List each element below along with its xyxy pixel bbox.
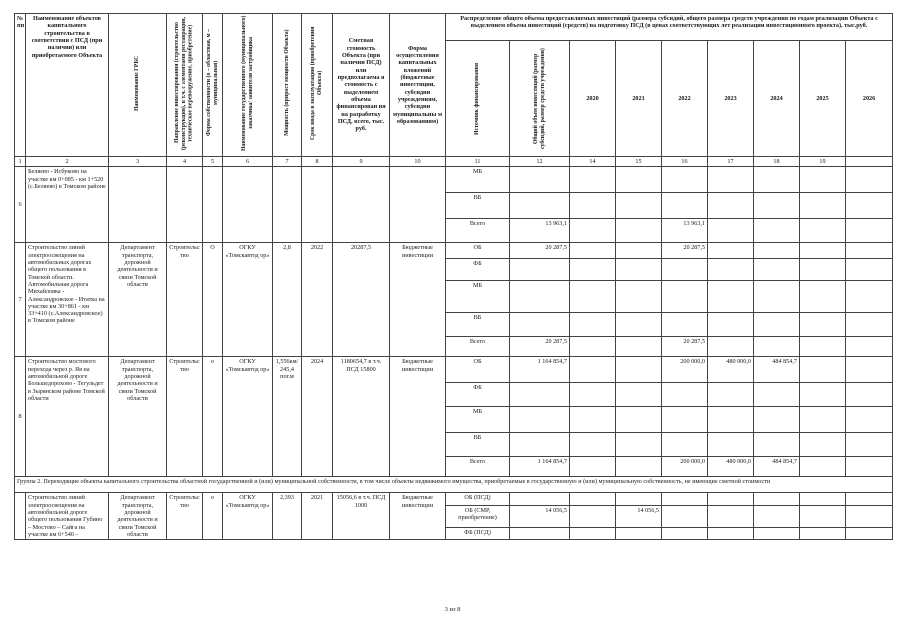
col-number: 10 [390, 157, 446, 167]
funding-source: МБ [446, 407, 510, 433]
header-total: Общий объем инвестиций (размер субсидий, размер средств учреждения) [510, 41, 570, 157]
year-value-2023 [708, 193, 754, 219]
year-value-2023 [708, 259, 754, 281]
object-name: Строительство линий электроосвещения на автомобильных дорогах общего пользования в Томской области. Автомобильная дорога Михайловка - Александровское - Итатка на участке км 30+861 - км 33+410 (с.Александровское) в Томском районе [26, 243, 109, 357]
total-value [510, 407, 570, 433]
year-value-2023 [708, 505, 754, 527]
header-capacity: Мощность (прирост мощности Объекта) [273, 14, 302, 157]
object-ownership [203, 167, 223, 243]
year-value-2021 [616, 281, 662, 313]
year-value-2022: 200 000,0 [662, 457, 708, 477]
col-number: 11 [446, 157, 510, 167]
col-number: 8 [302, 157, 333, 167]
funding-source: ОБ (СМР, приобретение) [446, 505, 510, 527]
object-grbs: Департамент транспорта, дорожной деятельности и связи Томской области [109, 243, 167, 357]
total-value: 13 963,1 [510, 219, 570, 243]
year-value-2024 [754, 337, 800, 357]
object-name: Беляево - Исбуково на участке км 0+085 - км 1+520 (с.Беляево) в Томском районе [26, 167, 109, 243]
table-row [15, 167, 893, 193]
year-value-2024 [754, 281, 800, 313]
total-value [510, 167, 570, 193]
year-value-2025 [800, 505, 846, 527]
col-number: 1 [15, 157, 26, 167]
year-value-2025 [800, 281, 846, 313]
year-value-2024 [754, 243, 800, 259]
object-direction: Строительс тво [167, 357, 203, 477]
year-value-2026 [846, 337, 893, 357]
total-value: 1 164 854,7 [510, 457, 570, 477]
year-value-2020 [570, 457, 616, 477]
col-number: 9 [333, 157, 390, 167]
object-customer: ОГКУ «Томскавтод ор» [223, 243, 273, 357]
group-title: Группа 2. Переходящие объекты капитального строительства областной государственной и (или) муниципальной собственности, в том числе объекты недвижимого имущества, приобретаемые в государственную и (или) муниципальную собственность, не имеющие сметной стоимости [15, 477, 893, 493]
year-value-2023 [708, 407, 754, 433]
year-value-2026 [846, 313, 893, 337]
year-value-2024 [754, 313, 800, 337]
col-number: 4 [167, 157, 203, 167]
column-number-row [15, 157, 893, 167]
year-value-2025 [800, 337, 846, 357]
header-year-2023: 2023 [708, 41, 754, 157]
year-value-2020 [570, 259, 616, 281]
funding-source: Всего [446, 219, 510, 243]
header-year-2026: 2026 [846, 41, 893, 157]
col-number: 5 [203, 157, 223, 167]
object-direction: Строительс тво [167, 243, 203, 357]
col-number [846, 157, 893, 167]
object-customer: ОГКУ «Томскавтод ор» [223, 357, 273, 477]
col-number: 12 [510, 157, 570, 167]
total-value [510, 259, 570, 281]
year-value-2024 [754, 527, 800, 540]
year-value-2022 [662, 259, 708, 281]
year-value-2026 [846, 527, 893, 540]
year-value-2025 [800, 193, 846, 219]
object-number [15, 493, 26, 540]
object-ownership: О [203, 243, 223, 357]
object-name: Строительство линий электроосвещения на автомобильной дороге общего пользования Губино – Мостово – Сайга на участке км 6+540 – [26, 493, 109, 540]
group-row [15, 477, 893, 493]
year-value-2021 [616, 527, 662, 540]
object-form [390, 167, 446, 243]
year-value-2026 [846, 505, 893, 527]
object-number: 8 [15, 357, 26, 477]
header-form: Форма осуществления капитальных вложений (бюджетные инвестиции, субсидии учреждениям, субсидии муниципальны м образованиям) [390, 14, 446, 157]
year-value-2020 [570, 337, 616, 357]
col-number: 6 [223, 157, 273, 167]
year-value-2025 [800, 457, 846, 477]
funding-source: Всего [446, 337, 510, 357]
year-value-2023: 480 000,0 [708, 457, 754, 477]
year-value-2025 [800, 493, 846, 506]
year-value-2023 [708, 337, 754, 357]
year-value-2024 [754, 407, 800, 433]
header-direction: Направление инвестирования (строительство (реконструкция), в т.ч. с элементами реставрации, техническое перевооружение, приобретение) [167, 14, 203, 157]
year-value-2020 [570, 407, 616, 433]
page-number: 3 из 8 [444, 606, 461, 613]
object-form: Бюджетные инвестиции [390, 243, 446, 357]
year-value-2020 [570, 193, 616, 219]
year-value-2026 [846, 493, 893, 506]
header-ownership: Форма собственности (о – областная, м – муниципальная) [203, 14, 223, 157]
year-value-2023 [708, 527, 754, 540]
object-grbs [109, 167, 167, 243]
object-capacity: 2,393 [273, 493, 302, 540]
object-name: Строительство мостового перехода через р. Яя на автомобильной дороге Большедорохово - Тегульдет в Зырянском районе Томской области [26, 357, 109, 477]
total-value [510, 193, 570, 219]
year-value-2020 [570, 167, 616, 193]
year-value-2025 [800, 383, 846, 407]
object-form: Бюджетные инвестиции [390, 357, 446, 477]
header-year-2025: 2025 [800, 41, 846, 157]
year-value-2026 [846, 407, 893, 433]
year-value-2024 [754, 259, 800, 281]
year-value-2023 [708, 281, 754, 313]
year-value-2026 [846, 357, 893, 383]
total-value [510, 493, 570, 506]
year-value-2022: 200 000,0 [662, 357, 708, 383]
funding-source: МБ [446, 167, 510, 193]
year-value-2023 [708, 493, 754, 506]
year-value-2025 [800, 433, 846, 457]
total-value [510, 433, 570, 457]
year-value-2026 [846, 219, 893, 243]
col-number: 2 [26, 157, 109, 167]
col-number: 17 [708, 157, 754, 167]
object-customer [223, 167, 273, 243]
year-value-2022 [662, 281, 708, 313]
total-value: 20 287,5 [510, 337, 570, 357]
year-value-2025 [800, 313, 846, 337]
funding-source: ОБ [446, 357, 510, 383]
header-source: Источник финансирования [446, 41, 510, 157]
year-value-2021 [616, 383, 662, 407]
year-value-2021 [616, 313, 662, 337]
funding-source: ВБ [446, 313, 510, 337]
table-row [15, 493, 893, 506]
col-number: 15 [616, 157, 662, 167]
document-page [14, 13, 892, 573]
object-cost: 1180654,7 в т.ч. ПСД 15800 [333, 357, 390, 477]
year-value-2022 [662, 433, 708, 457]
year-value-2026 [846, 259, 893, 281]
year-value-2024: 484 854,7 [754, 357, 800, 383]
year-value-2020 [570, 505, 616, 527]
year-value-2021 [616, 167, 662, 193]
object-cost: 15056,6 в т.ч. ПСД 1000 [333, 493, 390, 540]
total-value: 14 056,5 [510, 505, 570, 527]
total-value: 1 164 854,7 [510, 357, 570, 383]
year-value-2026 [846, 457, 893, 477]
year-value-2020 [570, 527, 616, 540]
year-value-2021 [616, 219, 662, 243]
total-value [510, 527, 570, 540]
object-ownership: о [203, 493, 223, 540]
year-value-2020 [570, 243, 616, 259]
total-value [510, 313, 570, 337]
table-body [15, 157, 893, 540]
header-term: Срок ввода в эксплуатацию (приобретения Объекта) [302, 14, 333, 157]
year-value-2025 [800, 407, 846, 433]
year-value-2022 [662, 493, 708, 506]
object-number: 6 [15, 167, 26, 243]
year-value-2024 [754, 493, 800, 506]
year-value-2024 [754, 193, 800, 219]
funding-source: ФБ [446, 383, 510, 407]
year-value-2023 [708, 243, 754, 259]
year-value-2022 [662, 407, 708, 433]
year-value-2026 [846, 281, 893, 313]
year-value-2022 [662, 193, 708, 219]
object-term: 2022 [302, 243, 333, 357]
year-value-2026 [846, 433, 893, 457]
year-value-2022 [662, 505, 708, 527]
year-value-2021 [616, 193, 662, 219]
year-value-2021 [616, 433, 662, 457]
col-number: 19 [800, 157, 846, 167]
funding-source: Всего [446, 457, 510, 477]
total-value [510, 281, 570, 313]
year-value-2021 [616, 407, 662, 433]
header-name: Наименование объектов капитального строительства в соответствии с ПСД (при наличии) или приобретаемого Объекта [26, 14, 109, 157]
header-no: № пп [15, 14, 26, 157]
year-value-2024: 484 854,7 [754, 457, 800, 477]
year-value-2020 [570, 219, 616, 243]
object-capacity: 1,556км/ 245,4 пог.м [273, 357, 302, 477]
object-grbs: Департамент транспорта, дорожной деятельности и связи Томской области [109, 493, 167, 540]
object-term: 2021 [302, 493, 333, 540]
year-value-2023 [708, 433, 754, 457]
year-value-2020 [570, 357, 616, 383]
col-number: 3 [109, 157, 167, 167]
funding-source: ВБ [446, 433, 510, 457]
col-number: 16 [662, 157, 708, 167]
year-value-2021 [616, 357, 662, 383]
year-value-2021: 14 056,5 [616, 505, 662, 527]
year-value-2023 [708, 167, 754, 193]
year-value-2022 [662, 167, 708, 193]
funding-source: ОБ (ПСД) [446, 493, 510, 506]
year-value-2023: 480 000,0 [708, 357, 754, 383]
year-value-2020 [570, 433, 616, 457]
header-row [15, 14, 893, 41]
year-value-2021 [616, 243, 662, 259]
year-value-2022 [662, 313, 708, 337]
year-value-2026 [846, 167, 893, 193]
year-value-2024 [754, 505, 800, 527]
year-value-2026 [846, 243, 893, 259]
header-year-2021: 2021 [616, 41, 662, 157]
object-term [302, 167, 333, 243]
investment-table [14, 13, 893, 540]
year-value-2025 [800, 219, 846, 243]
col-number: 14 [570, 157, 616, 167]
object-cost [333, 167, 390, 243]
header-year-2020: 2020 [570, 41, 616, 157]
object-number: 7 [15, 243, 26, 357]
object-capacity: 2,8 [273, 243, 302, 357]
header-customer: Наименование государственного (муниципального) заказчика/ заявителя застройщика [223, 14, 273, 157]
object-direction [167, 167, 203, 243]
year-value-2023 [708, 313, 754, 337]
year-value-2026 [846, 193, 893, 219]
object-term: 2024 [302, 357, 333, 477]
year-value-2025 [800, 527, 846, 540]
header-distribution: Распределение общего объема предоставляемых инвестиций (размера субсидий, общего размера средств учреждения по годам реализации Объекта с выделением объема инвестиций (средств) на подготовку ПСД (в ценах соответствующих лет реализации инвестиционного проекта), тыс.руб. [446, 14, 893, 41]
funding-source: ФБ [446, 259, 510, 281]
object-cost: 20287,5 [333, 243, 390, 357]
object-customer: ОГКУ «Томскавтод ор» [223, 493, 273, 540]
total-value [510, 383, 570, 407]
funding-source: ВБ [446, 193, 510, 219]
year-value-2025 [800, 167, 846, 193]
funding-source: МБ [446, 281, 510, 313]
year-value-2023 [708, 219, 754, 243]
year-value-2022 [662, 383, 708, 407]
year-value-2025 [800, 259, 846, 281]
year-value-2020 [570, 313, 616, 337]
year-value-2023 [708, 383, 754, 407]
year-value-2022 [662, 527, 708, 540]
year-value-2022: 20 287,5 [662, 337, 708, 357]
year-value-2021 [616, 457, 662, 477]
col-number: 7 [273, 157, 302, 167]
year-value-2024 [754, 167, 800, 193]
year-value-2024 [754, 383, 800, 407]
year-value-2026 [846, 383, 893, 407]
object-ownership: о [203, 357, 223, 477]
header-year-2024: 2024 [754, 41, 800, 157]
year-value-2025 [800, 357, 846, 383]
year-value-2022: 13 963,1 [662, 219, 708, 243]
object-direction: Строительс тво [167, 493, 203, 540]
year-value-2020 [570, 493, 616, 506]
header-year-2022: 2022 [662, 41, 708, 157]
col-number: 18 [754, 157, 800, 167]
year-value-2021 [616, 493, 662, 506]
year-value-2020 [570, 281, 616, 313]
header-grbs: Наименование ГРБС [109, 14, 167, 157]
year-value-2025 [800, 243, 846, 259]
total-value: 20 287,5 [510, 243, 570, 259]
header-cost: Сметная стоимость Объекта (при наличии ПСД) или предполагаема я стоимость с выделением объема финансирован ия на разработку ПСД, всего, тыс. руб. [333, 14, 390, 157]
year-value-2024 [754, 433, 800, 457]
year-value-2024 [754, 219, 800, 243]
year-value-2020 [570, 383, 616, 407]
year-value-2021 [616, 259, 662, 281]
table-row [15, 243, 893, 259]
funding-source: ФБ (ПСД) [446, 527, 510, 540]
table-row [15, 357, 893, 383]
object-form: Бюджетные инвестиции [390, 493, 446, 540]
funding-source: ОБ [446, 243, 510, 259]
object-capacity [273, 167, 302, 243]
object-grbs: Департамент транспорта, дорожной деятельности и связи Томской области [109, 357, 167, 477]
year-value-2022: 20 287,5 [662, 243, 708, 259]
year-value-2021 [616, 337, 662, 357]
